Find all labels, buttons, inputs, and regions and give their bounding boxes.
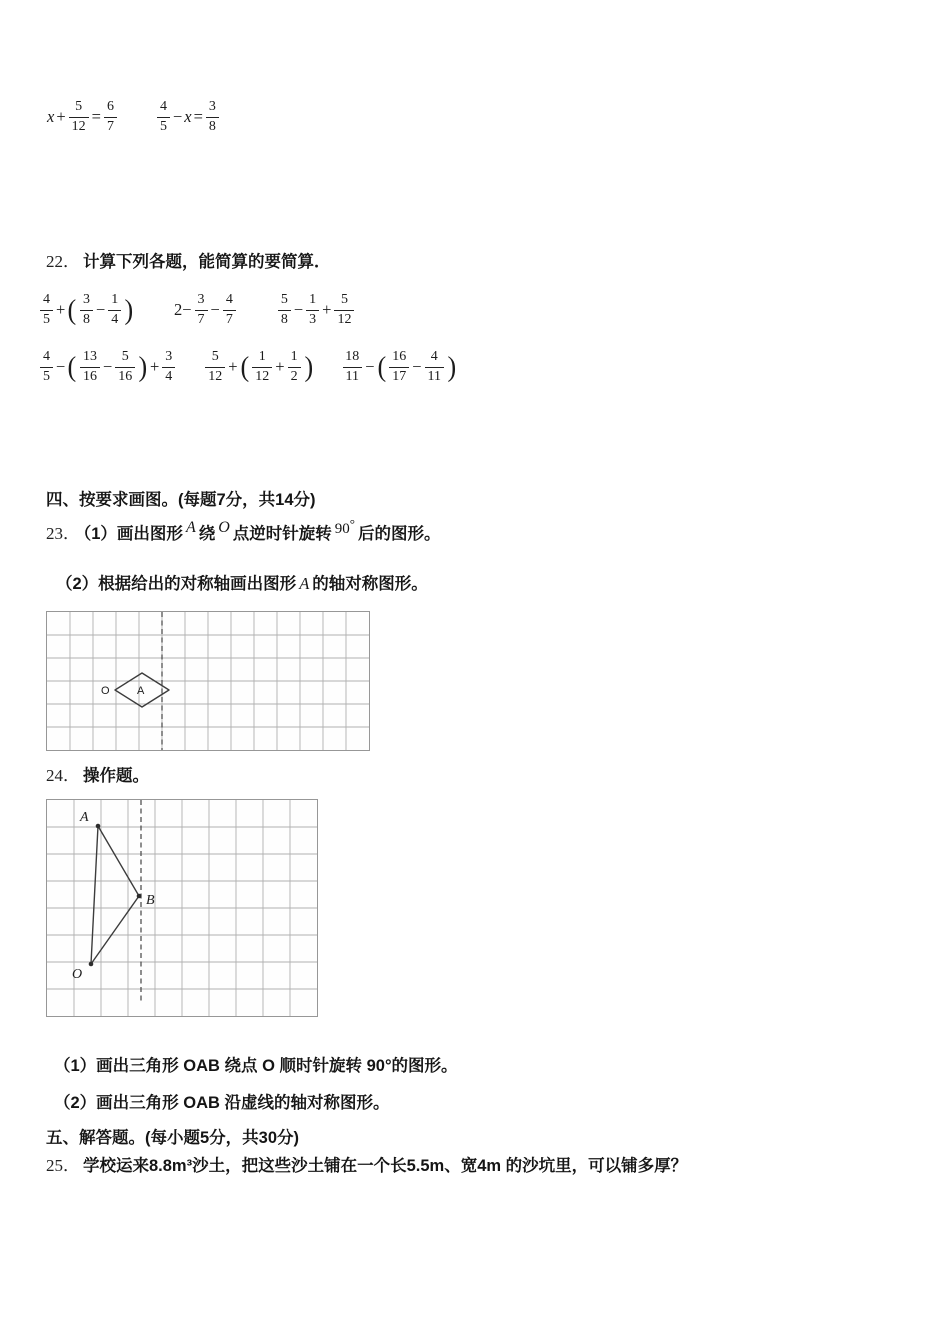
expression <box>38 350 177 384</box>
equation-1 <box>46 100 119 134</box>
section-4-heading <box>46 489 316 512</box>
operator: x <box>47 107 55 127</box>
text-segment: 绕 <box>198 525 216 543</box>
text-segment: （1）画出图形 <box>83 525 183 543</box>
expression <box>203 350 314 384</box>
fraction: $\frac{4}{5}$ <box>40 293 53 327</box>
operator: + <box>56 300 66 320</box>
grid-triangle-figure <box>46 799 318 1017</box>
triangle-grid-figure <box>46 799 318 1017</box>
parenthesis: ( <box>67 293 77 326</box>
solve-for-x-equations <box>46 100 221 134</box>
text-segment: 的轴对称图形。 <box>312 575 428 593</box>
fraction: $\frac{3}{7}$ <box>195 293 208 327</box>
grid-diamond-figure <box>46 611 370 751</box>
text-segment: （2）根据给出的对称轴画出图形 <box>56 575 297 593</box>
question-23-part-1 <box>46 516 441 546</box>
question-number: 25． <box>46 1156 80 1175</box>
parenthesis: ( <box>240 350 249 383</box>
question-number: 23． <box>46 524 80 543</box>
svg-text:O: O <box>72 967 83 982</box>
text-segment: ° <box>349 516 355 531</box>
expression <box>340 350 457 384</box>
svg-text:A: A <box>80 810 89 825</box>
text-segment: A <box>185 519 196 536</box>
fraction: $\frac{1}{2}$ <box>288 350 301 384</box>
question-24-part-1 <box>54 1055 458 1078</box>
symmetry-grid-figure <box>46 611 370 751</box>
fraction: $\frac{1}{12}$ <box>252 350 272 384</box>
parenthesis: ) <box>304 350 313 383</box>
fraction: $\frac{3}{8}$ <box>80 293 93 327</box>
operator: − <box>293 300 304 320</box>
fraction: $\frac{18}{11}$ <box>342 350 362 384</box>
question-text: （1）画出三角形 OAB 绕点 O 顺时针旋转 90°的图形。 <box>54 1057 458 1075</box>
question-24-part-2 <box>54 1092 390 1115</box>
question-23-part-2 <box>56 572 428 596</box>
text-segment: A <box>299 574 310 593</box>
question-text: （2）画出三角形 OAB 沿虚线的轴对称图形。 <box>54 1094 390 1112</box>
operator: + <box>56 107 66 127</box>
operator: − <box>102 357 113 377</box>
parenthesis: ) <box>138 350 148 383</box>
section-5-heading <box>46 1127 299 1150</box>
operator: − <box>412 357 422 377</box>
fraction: $\frac{5}{12}$ <box>69 100 89 134</box>
fraction: $\frac{5}{16}$ <box>115 350 135 384</box>
section-title: 四、按要求画图。(每题7分，共14分) <box>46 491 316 509</box>
fraction: $\frac{4}{7}$ <box>223 293 236 327</box>
question-number: 22． <box>46 252 80 271</box>
operator: + <box>275 357 285 377</box>
operator: + <box>149 357 160 377</box>
operator: − <box>210 300 220 320</box>
question-25 <box>46 1154 687 1178</box>
fraction: $\frac{1}{3}$ <box>306 293 319 327</box>
q22-expressions-row-2 <box>38 350 458 384</box>
operator: − <box>172 107 183 127</box>
question-text <box>83 516 441 543</box>
operator: x <box>184 107 192 127</box>
parenthesis: ( <box>67 350 77 383</box>
fraction: $\frac{13}{16}$ <box>80 350 100 384</box>
expression <box>276 293 357 327</box>
equation-2 <box>155 100 221 134</box>
fraction: $\frac{3}{4}$ <box>162 350 175 384</box>
fraction: $\frac{1}{4}$ <box>108 293 121 327</box>
svg-text:B: B <box>146 893 155 908</box>
parenthesis: ) <box>447 350 457 383</box>
text-segment: O <box>218 519 230 536</box>
operator: + <box>228 357 238 377</box>
fraction: $\frac{5}{12}$ <box>334 293 354 327</box>
operator: − <box>95 300 106 320</box>
text-segment: 后的图形。 <box>357 525 441 543</box>
fraction: $\frac{4}{5}$ <box>40 350 53 384</box>
parenthesis: ( <box>377 350 386 383</box>
fraction: $\frac{5}{12}$ <box>205 350 225 384</box>
q22-expressions-row-1 <box>38 293 356 327</box>
operator: − <box>56 357 66 377</box>
expression <box>173 293 238 327</box>
fraction: $\frac{5}{8}$ <box>278 293 291 327</box>
text-segment: 点逆时针旋转 <box>232 525 332 543</box>
fraction: $\frac{6}{7}$ <box>104 100 117 134</box>
expression <box>38 293 135 327</box>
question-title: 操作题。 <box>83 767 149 785</box>
operator: 2− <box>173 300 192 320</box>
question-22-heading <box>46 250 331 274</box>
operator: + <box>322 300 332 320</box>
fraction: $\frac{3}{8}$ <box>206 100 219 134</box>
question-number: 24． <box>46 766 80 785</box>
text-segment: 90 <box>334 521 350 537</box>
fraction: $\frac{4}{11}$ <box>425 350 444 384</box>
question-title: 计算下列各题，能简算的要简算． <box>83 253 331 271</box>
fraction: $\frac{16}{17}$ <box>389 350 409 384</box>
question-text <box>56 575 428 593</box>
svg-text:O: O <box>101 685 110 697</box>
parenthesis: ) <box>124 293 134 326</box>
operator: = <box>193 107 203 127</box>
section-title: 五、解答题。(每小题5分，共30分) <box>46 1129 300 1147</box>
fraction: $\frac{4}{5}$ <box>157 100 170 134</box>
question-24-heading <box>46 764 149 788</box>
question-text: 学校运来8.8m³沙土，把这些沙土铺在一个长5.5m、宽4m 的沙坑里，可以铺多厚？ <box>83 1157 688 1175</box>
svg-text:A: A <box>137 685 145 697</box>
operator: − <box>365 357 375 377</box>
operator: = <box>91 107 101 127</box>
